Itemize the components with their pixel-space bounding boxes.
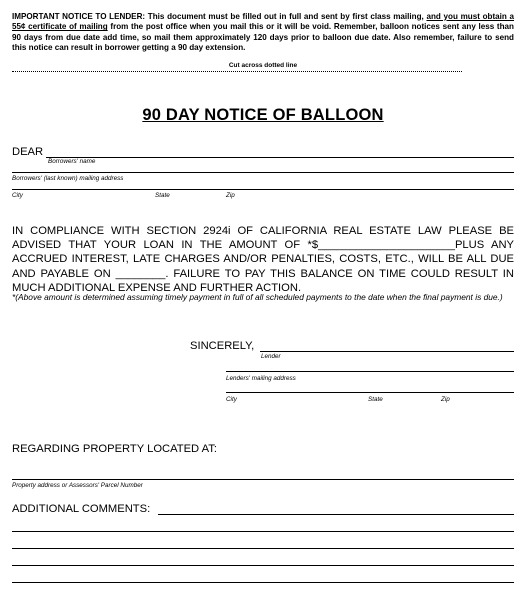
borrower-name-line[interactable]: [46, 157, 514, 158]
comments-line-3[interactable]: [12, 548, 514, 549]
comments-line-2[interactable]: [12, 531, 514, 532]
borrower-address-caption: Borrowers' (last known) mailing address: [12, 175, 124, 182]
notice-lead: IMPORTANT NOTICE TO LENDER: This document must be filled out in full and sent by first class mailing,: [12, 12, 424, 21]
lender-city-caption: City: [226, 396, 237, 403]
lender-caption: Lender: [261, 353, 281, 360]
property-caption: Property address or Assessors' Parcel Number: [12, 482, 143, 489]
notice-underlined: and you must obtain a 55¢ certificate of mailing: [12, 12, 515, 32]
property-label: REGARDING PROPERTY LOCATED AT:: [12, 443, 217, 455]
cut-dotted-line: [12, 71, 462, 72]
property-line[interactable]: [12, 479, 514, 480]
notice-rest: from the post office when you mail this or it will be void. Remember, balloon notices sent any less than 90 days from due date add time, so mail them approximately 120 days prior to balloon due date. Also remember, failure to send this notice can result in borrower getting a 90 day extension.: [12, 22, 514, 53]
comments-line-1[interactable]: [158, 514, 514, 515]
lender-signature-line[interactable]: [260, 351, 514, 352]
compliance-paragraph: IN COMPLIANCE WITH SECTION 2924i OF CALIFORNIA REAL ESTATE LAW PLEASE BE ADVISED THAT YOUR LOAN IN THE AMOUNT OF *$______________________PLUS ANY ACCRUED INTEREST, LATE CHARGES AND/OR PENALTIES, COSTS, ETC., WILL BE ALL DUE AND PAYABLE ON ________. FAILURE TO PAY THIS BALANCE ON TIME COULD RESULT IN MUCH ADDITIONAL EXPENSE AND FURTHER ACTION.: [12, 225, 514, 294]
lender-address-caption: Lenders' mailing address: [226, 375, 296, 382]
borrowers-name-caption: Borrowers' name: [48, 158, 96, 165]
lender-zip-caption: Zip: [441, 396, 450, 403]
compliance-footnote: *(Above amount is determined assuming timely payment in full of all scheduled payments to the date when the final payment is due.): [12, 292, 503, 302]
sincerely-label: SINCERELY,: [190, 340, 255, 352]
page-title: 90 DAY NOTICE OF BALLOON: [142, 106, 384, 124]
dear-label: DEAR: [12, 146, 44, 158]
borrower-state-caption: State: [155, 192, 170, 199]
comments-line-4[interactable]: [12, 565, 514, 566]
cut-label: Cut across dotted line: [228, 62, 298, 69]
lender-state-caption: State: [368, 396, 383, 403]
borrower-city-line[interactable]: [12, 189, 514, 190]
borrower-address-line[interactable]: [12, 172, 514, 173]
comments-line-5[interactable]: [12, 582, 514, 583]
borrower-city-caption: City: [12, 192, 23, 199]
lender-city-line[interactable]: [226, 392, 514, 393]
borrower-zip-caption: Zip: [226, 192, 235, 199]
lender-address-line[interactable]: [226, 371, 514, 372]
comments-label: ADDITIONAL COMMENTS:: [12, 503, 151, 515]
lender-notice: [12, 12, 514, 54]
